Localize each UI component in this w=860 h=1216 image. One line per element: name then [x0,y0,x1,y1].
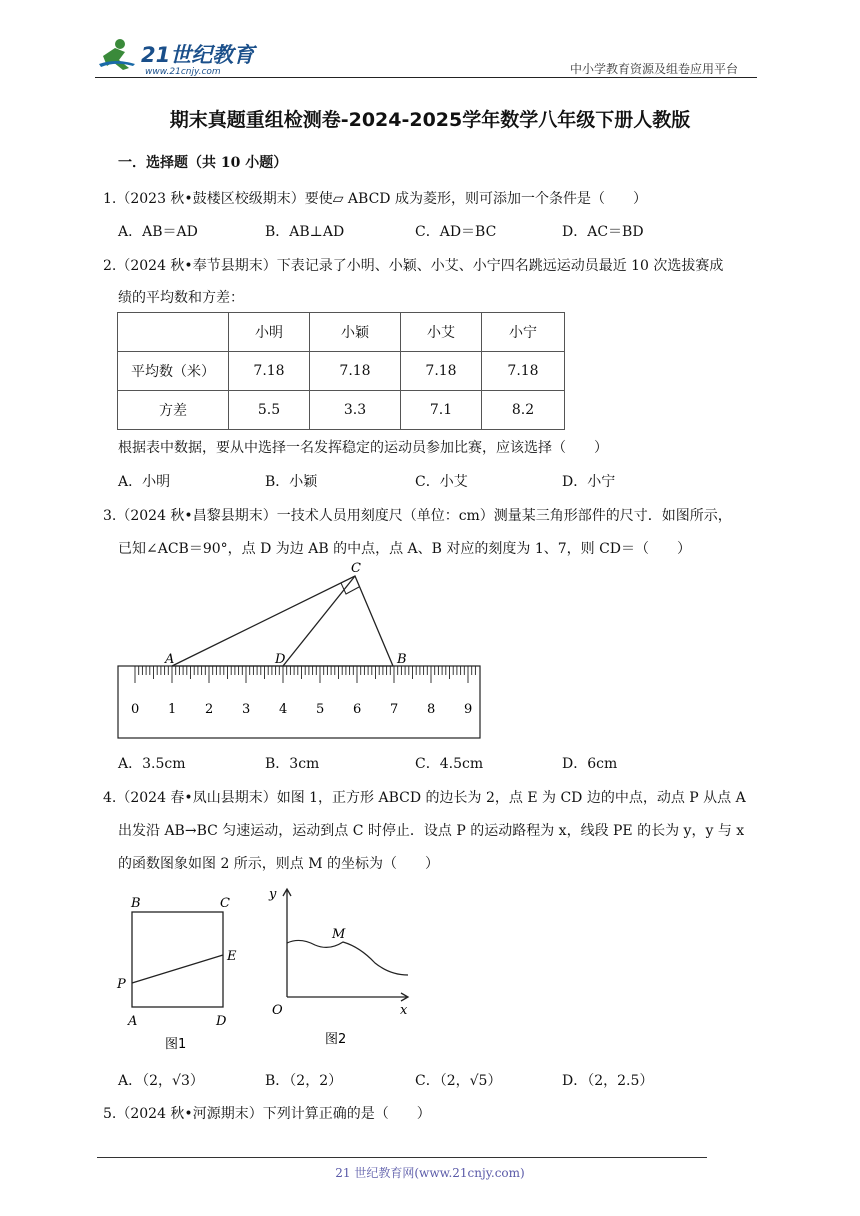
q4-option-b: B．（2，2） [265,1073,343,1089]
table-cell: 3.3 [310,391,401,430]
question-4-stem-line3: 的函数图象如图 2 所示，则点 M 的坐标为（ ） [118,856,440,872]
page-title: 期末真题重组检测卷-2024-2025学年数学八年级下册人教版 [169,109,691,131]
ruler-tick-label: 4 [279,702,288,717]
ruler-tick-label: 7 [390,702,399,717]
fig1-label-a: A [128,1014,138,1029]
q3-option-c: C．4.5cm [415,756,484,772]
table-row [118,352,565,391]
table-cell: 7.18 [310,352,401,391]
q1-option-d: D．AC＝BD [562,224,644,240]
q3-option-a: A．3.5cm [118,756,186,772]
q4-option-c: C．（2，√5） [415,1073,502,1089]
q4-option-d: D．（2，2.5） [562,1073,654,1089]
table-header-row [118,313,565,352]
table-cell: 平均数（米） [118,352,229,391]
section-heading: 一．选择题（共 10 小题） [118,155,288,171]
table-cell: 方差 [118,391,229,430]
q1-option-c: C．AD＝BC [415,224,497,240]
q2-data-table [117,312,565,430]
table-row [118,391,565,430]
point-label-b: B [397,652,407,667]
fig2-label-o: O [272,1003,283,1018]
fig1-label-p: P [117,977,126,992]
q2-option-d: D．小宁 [562,474,616,490]
fig1-label-b: B [131,896,141,911]
ruler-tick-label: 3 [242,702,251,717]
ruler-tick-label: 1 [168,702,177,717]
ruler-tick-label: 8 [427,702,436,717]
ruler-tick-label: 9 [464,702,473,717]
table-cell: 小明 [229,313,310,352]
table-cell: 7.18 [229,352,310,391]
question-3-stem-line1: 3.（2024 秋•昌黎县期末）一技术人员用刻度尺（单位：cm）测量某三角形部件的尺寸．如图所示， [103,508,732,524]
logo-url: www.21cnjy.com [145,67,221,77]
ruler-tick-label: 0 [131,702,140,717]
q4-option-a: A．（2，√3） [118,1073,204,1089]
table-cell: 小颖 [310,313,401,352]
header-divider [95,77,757,78]
footer-text: 21 世纪教育网(www.21cnjy.com) [335,1166,525,1180]
table-cell: 7.18 [482,352,565,391]
site-logo [95,34,260,80]
fig1-label-d: D [216,1014,227,1029]
fig1-label-c: C [220,896,230,911]
question-2-stem-line2: 绩的平均数和方差： [118,290,244,306]
ruler-tick-label: 2 [205,702,214,717]
point-label-c: C [351,561,361,576]
fig2-label-y: y [269,887,277,902]
table-cell: 5.5 [229,391,310,430]
q1-option-b: B．AB⊥AD [265,224,345,240]
question-4-stem-line2: 出发沿 AB→BC 匀速运动，运动到点 C 时停止．设点 P 的运动路程为 x，线段 PE 的长为 y，y 与 x [118,823,745,839]
logo-text: 21世纪教育 [141,43,255,67]
table-cell: 8.2 [482,391,565,430]
q2-option-a: A．小明 [118,474,171,490]
table-cell: 7.1 [401,391,482,430]
question-2-stem-line1: 2.（2024 秋•奉节县期末）下表记录了小明、小颖、小艾、小宁四名跳远运动员最近 10 次选拔赛成 [103,258,724,274]
table-cell: 7.18 [401,352,482,391]
point-label-a: A [165,652,175,667]
q2-option-c: C．小艾 [415,474,468,490]
point-label-d: D [275,652,286,667]
q3-option-b: B．3cm [265,756,320,772]
fig2-label-m: M [332,927,346,942]
q3-option-d: D．6cm [562,756,618,772]
ruler-triangle-figure [115,560,487,740]
fig2-label-x: x [400,1003,408,1018]
q1-option-a: A．AB＝AD [118,224,198,240]
fig1-label-e: E [227,949,237,964]
table-cell: 小艾 [401,313,482,352]
question-3-stem-line2: 已知∠ACB＝90°，点 D 为边 AB 的中点，点 A、B 对应的刻度为 1、7，则 CD＝（ ） [118,541,692,557]
question-1-stem: 1.（2023 秋•鼓楼区校级期末）要使▱ ABCD 成为菱形，则可添加一个条件是（ ） [103,191,647,207]
footer-divider [97,1157,707,1158]
ruler-tick-label: 6 [353,702,362,717]
header-right-text: 中小学教育资源及组卷应用平台 [570,62,739,76]
question-5-stem: 5.（2024 秋•河源期末）下列计算正确的是（ ） [103,1106,431,1122]
table-cell: 小宁 [482,313,565,352]
fig2-caption: 图2 [325,1032,347,1047]
table-cell [118,313,229,352]
question-2-stem-line3: 根据表中数据，要从中选择一名发挥稳定的运动员参加比赛，应该选择（ ） [118,440,608,456]
ruler-tick-label: 5 [316,702,325,717]
question-4-stem-line1: 4.（2024 春•凤山县期末）如图 1，正方形 ABCD 的边长为 2，点 E 为 CD 边的中点，动点 P 从点 A [103,790,746,806]
fig1-caption: 图1 [165,1037,187,1052]
q4-figures [115,885,415,1055]
q2-option-b: B．小颖 [265,474,318,490]
